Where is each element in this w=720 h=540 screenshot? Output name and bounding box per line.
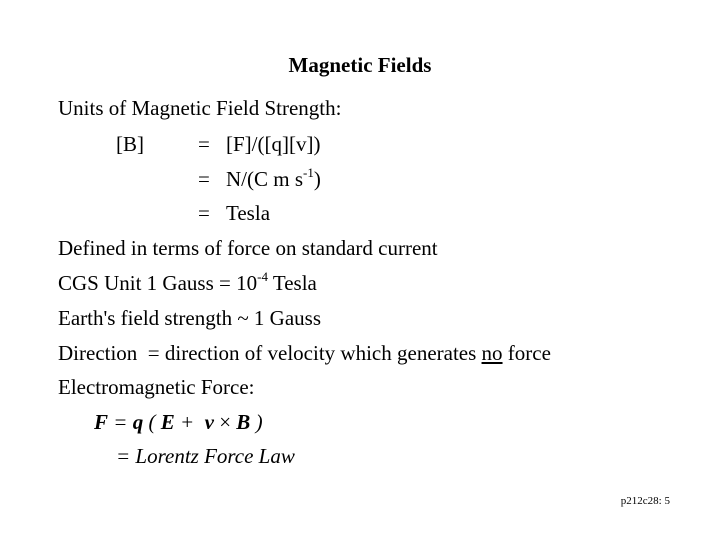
formula-E: E [160, 410, 175, 434]
formula-B: B [236, 410, 251, 434]
direction-prefix: Direction = direction of velocity which generates [58, 341, 482, 365]
formula-v: v [204, 410, 214, 434]
force-heading: Electromagnetic Force: [58, 375, 255, 399]
equation-rhs-2-suffix: ) [313, 167, 321, 191]
lorentz-law-line: = Lorentz Force Law [116, 444, 295, 468]
lorentz-formula [94, 410, 263, 435]
defined-line: Defined in terms of force on standard current [58, 236, 438, 260]
units-heading: Units of Magnetic Field Strength: [58, 96, 342, 120]
equation-rhs-3: Tesla [226, 201, 271, 225]
equation-rhs-2 [226, 167, 321, 192]
direction-emphasis: no [481, 341, 503, 365]
slide-footer: p212c28: 5 [620, 495, 670, 507]
slide-title [0, 53, 720, 78]
equation-lhs: [B] [116, 132, 144, 156]
formula-plus: + [174, 410, 205, 434]
formula-cross: × [213, 410, 237, 434]
direction-line [58, 341, 551, 366]
equation-rhs-1: [F]/([q][v]) [226, 132, 321, 156]
equation-sign-1: = [198, 132, 210, 156]
equation-sign-3: = [198, 201, 210, 225]
equation-sign-2: = [198, 167, 210, 191]
formula-equals: = [108, 410, 133, 434]
cgs-suffix: Tesla [267, 271, 317, 295]
cgs-exponent: -4 [257, 269, 268, 284]
cgs-line [58, 271, 317, 296]
formula-open-paren: ( [143, 410, 161, 434]
earth-line: Earth's field strength ~ 1 Gauss [58, 306, 322, 330]
cgs-prefix: CGS Unit 1 Gauss = 10 [58, 271, 258, 295]
formula-close-paren: ) [250, 410, 263, 434]
equation-rhs-2-exponent: -1 [303, 165, 314, 180]
direction-suffix: force [502, 341, 551, 365]
formula-F: F [94, 410, 109, 434]
formula-q: q [132, 410, 144, 434]
slide-title-text: Magnetic Fields [288, 53, 432, 77]
equation-rhs-2-prefix: N/(C m s [226, 167, 304, 191]
